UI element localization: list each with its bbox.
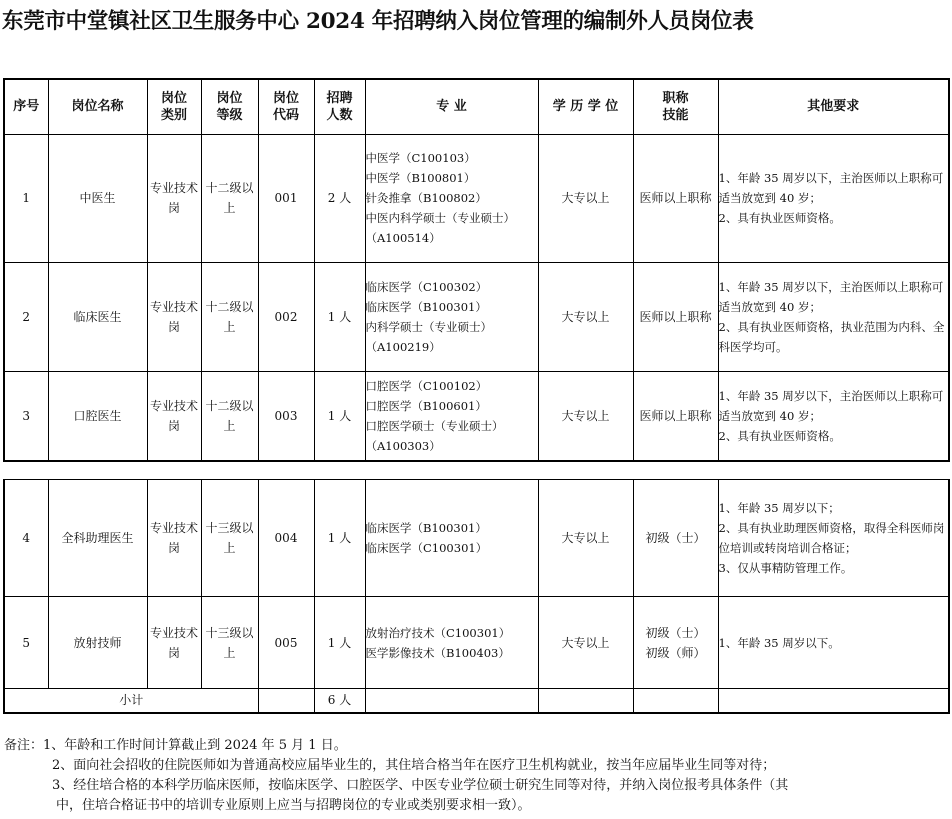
subtotal-empty <box>718 689 949 713</box>
cell-type: 专业技术 岗 <box>147 134 201 262</box>
cell-count: 1 人 <box>314 480 365 597</box>
cell-edu: 大专以上 <box>538 597 633 689</box>
header-seq: 序号 <box>4 79 48 134</box>
cell-name: 放射技师 <box>48 597 147 689</box>
subtotal-count: 6 人 <box>314 689 365 713</box>
header-count: 招聘 人数 <box>314 79 365 134</box>
cell-other: 1、年龄 35 周岁以下，主治医师以上职称可适当放宽到 40 岁； 2、具有执业医师资格，执业范围为内科、全科医学均可。 <box>718 262 949 371</box>
notes <box>4 736 950 816</box>
cell-title: 初级（士） 初级（师） <box>633 597 718 689</box>
cell-other: 1、年龄 35 周岁以下。 <box>718 597 949 689</box>
cell-seq: 3 <box>4 371 48 461</box>
header-type: 岗位 类别 <box>147 79 201 134</box>
header-code: 岗位 代码 <box>258 79 314 134</box>
cell-edu: 大专以上 <box>538 480 633 597</box>
cell-major: 临床医学（C100302） 临床医学（B100301） 内科学硕士（专业硕士） （A100219） <box>365 262 538 371</box>
cell-other: 1、年龄 35 周岁以下； 2、具有执业助理医师资格，取得全科医师岗位培训或转岗培训合格证； 3、仅从事精防管理工作。 <box>718 480 949 597</box>
cell-title: 医师以上职称 <box>633 134 718 262</box>
header-grade: 岗位 等级 <box>201 79 258 134</box>
note-line: 中，住培合格证书中的培训专业原则上应当与招聘岗位的专业或类别要求相一致）。 <box>56 798 531 813</box>
cell-other: 1、年龄 35 周岁以下，主治医师以上职称可适当放宽到 40 岁； 2、具有执业医师资格。 <box>718 134 949 262</box>
cell-grade: 十二级以 上 <box>201 262 258 371</box>
positions-table-part1 <box>3 78 950 462</box>
cell-seq: 5 <box>4 597 48 689</box>
cell-count: 2 人 <box>314 134 365 262</box>
cell-name: 口腔医生 <box>48 371 147 461</box>
cell-edu: 大专以上 <box>538 262 633 371</box>
subtotal-empty <box>258 689 314 713</box>
subtotal-empty <box>538 689 633 713</box>
cell-count: 1 人 <box>314 597 365 689</box>
cell-code: 003 <box>258 371 314 461</box>
cell-name: 临床医生 <box>48 262 147 371</box>
note-line: 备注：1、年龄和工作时间计算截止到 2024 年 5 月 1 日。 <box>4 738 347 753</box>
cell-count: 1 人 <box>314 371 365 461</box>
cell-code: 004 <box>258 480 314 597</box>
cell-type: 专业技术 岗 <box>147 262 201 371</box>
cell-edu: 大专以上 <box>538 371 633 461</box>
cell-grade: 十二级以 上 <box>201 371 258 461</box>
table-row <box>4 134 949 262</box>
cell-code: 001 <box>258 134 314 262</box>
cell-seq: 4 <box>4 480 48 597</box>
cell-major: 中医学（C100103） 中医学（B100801） 针灸推拿（B100802） 中医内科学硕士（专业硕士） （A100514） <box>365 134 538 262</box>
cell-name: 全科助理医生 <box>48 480 147 597</box>
cell-type: 专业技术 岗 <box>147 480 201 597</box>
header-other: 其他要求 <box>718 79 949 134</box>
table-row <box>4 371 949 461</box>
header-row <box>4 79 949 134</box>
table-row <box>4 597 949 689</box>
table-row <box>4 262 949 371</box>
header-title: 职称 技能 <box>633 79 718 134</box>
cell-seq: 1 <box>4 134 48 262</box>
subtotal-row <box>4 689 949 713</box>
cell-code: 005 <box>258 597 314 689</box>
cell-title: 医师以上职称 <box>633 262 718 371</box>
cell-code: 002 <box>258 262 314 371</box>
cell-major: 放射治疗技术（C100301） 医学影像技术（B100403） <box>365 597 538 689</box>
header-name: 岗位名称 <box>48 79 147 134</box>
cell-count: 1 人 <box>314 262 365 371</box>
cell-edu: 大专以上 <box>538 134 633 262</box>
note-line: 2、面向社会招收的住院医师如为普通高校应届毕业生的，其住培合格当年在医疗卫生机构就业，按当年应届毕业生同等对待； <box>52 758 776 773</box>
cell-major: 临床医学（B100301） 临床医学（C100301） <box>365 480 538 597</box>
cell-grade: 十三级以 上 <box>201 480 258 597</box>
header-edu: 学 历 学 位 <box>538 79 633 134</box>
header-major: 专 业 <box>365 79 538 134</box>
page-title: 东莞市中堂镇社区卫生服务中心 2024 年招聘纳入岗位管理的编制外人员岗位表 <box>2 9 754 34</box>
cell-title: 初级（士） <box>633 480 718 597</box>
cell-type: 专业技术 岗 <box>147 597 201 689</box>
cell-major: 口腔医学（C100102） 口腔医学（B100601） 口腔医学硕士（专业硕士） （A100303） <box>365 371 538 461</box>
cell-name: 中医生 <box>48 134 147 262</box>
cell-seq: 2 <box>4 262 48 371</box>
table-row <box>4 480 949 597</box>
subtotal-empty <box>365 689 538 713</box>
cell-type: 专业技术 岗 <box>147 371 201 461</box>
positions-table-part2 <box>3 479 950 714</box>
subtotal-empty <box>633 689 718 713</box>
cell-grade: 十三级以 上 <box>201 597 258 689</box>
cell-other: 1、年龄 35 周岁以下，主治医师以上职称可适当放宽到 40 岁； 2、具有执业医师资格。 <box>718 371 949 461</box>
subtotal-label: 小计 <box>4 689 258 713</box>
cell-grade: 十二级以 上 <box>201 134 258 262</box>
cell-title: 医师以上职称 <box>633 371 718 461</box>
note-line: 3、经住培合格的本科学历临床医师，按临床医学、口腔医学、中医专业学位硕士研究生同等对待，并纳入岗位报考具体条件（其 <box>52 778 789 793</box>
